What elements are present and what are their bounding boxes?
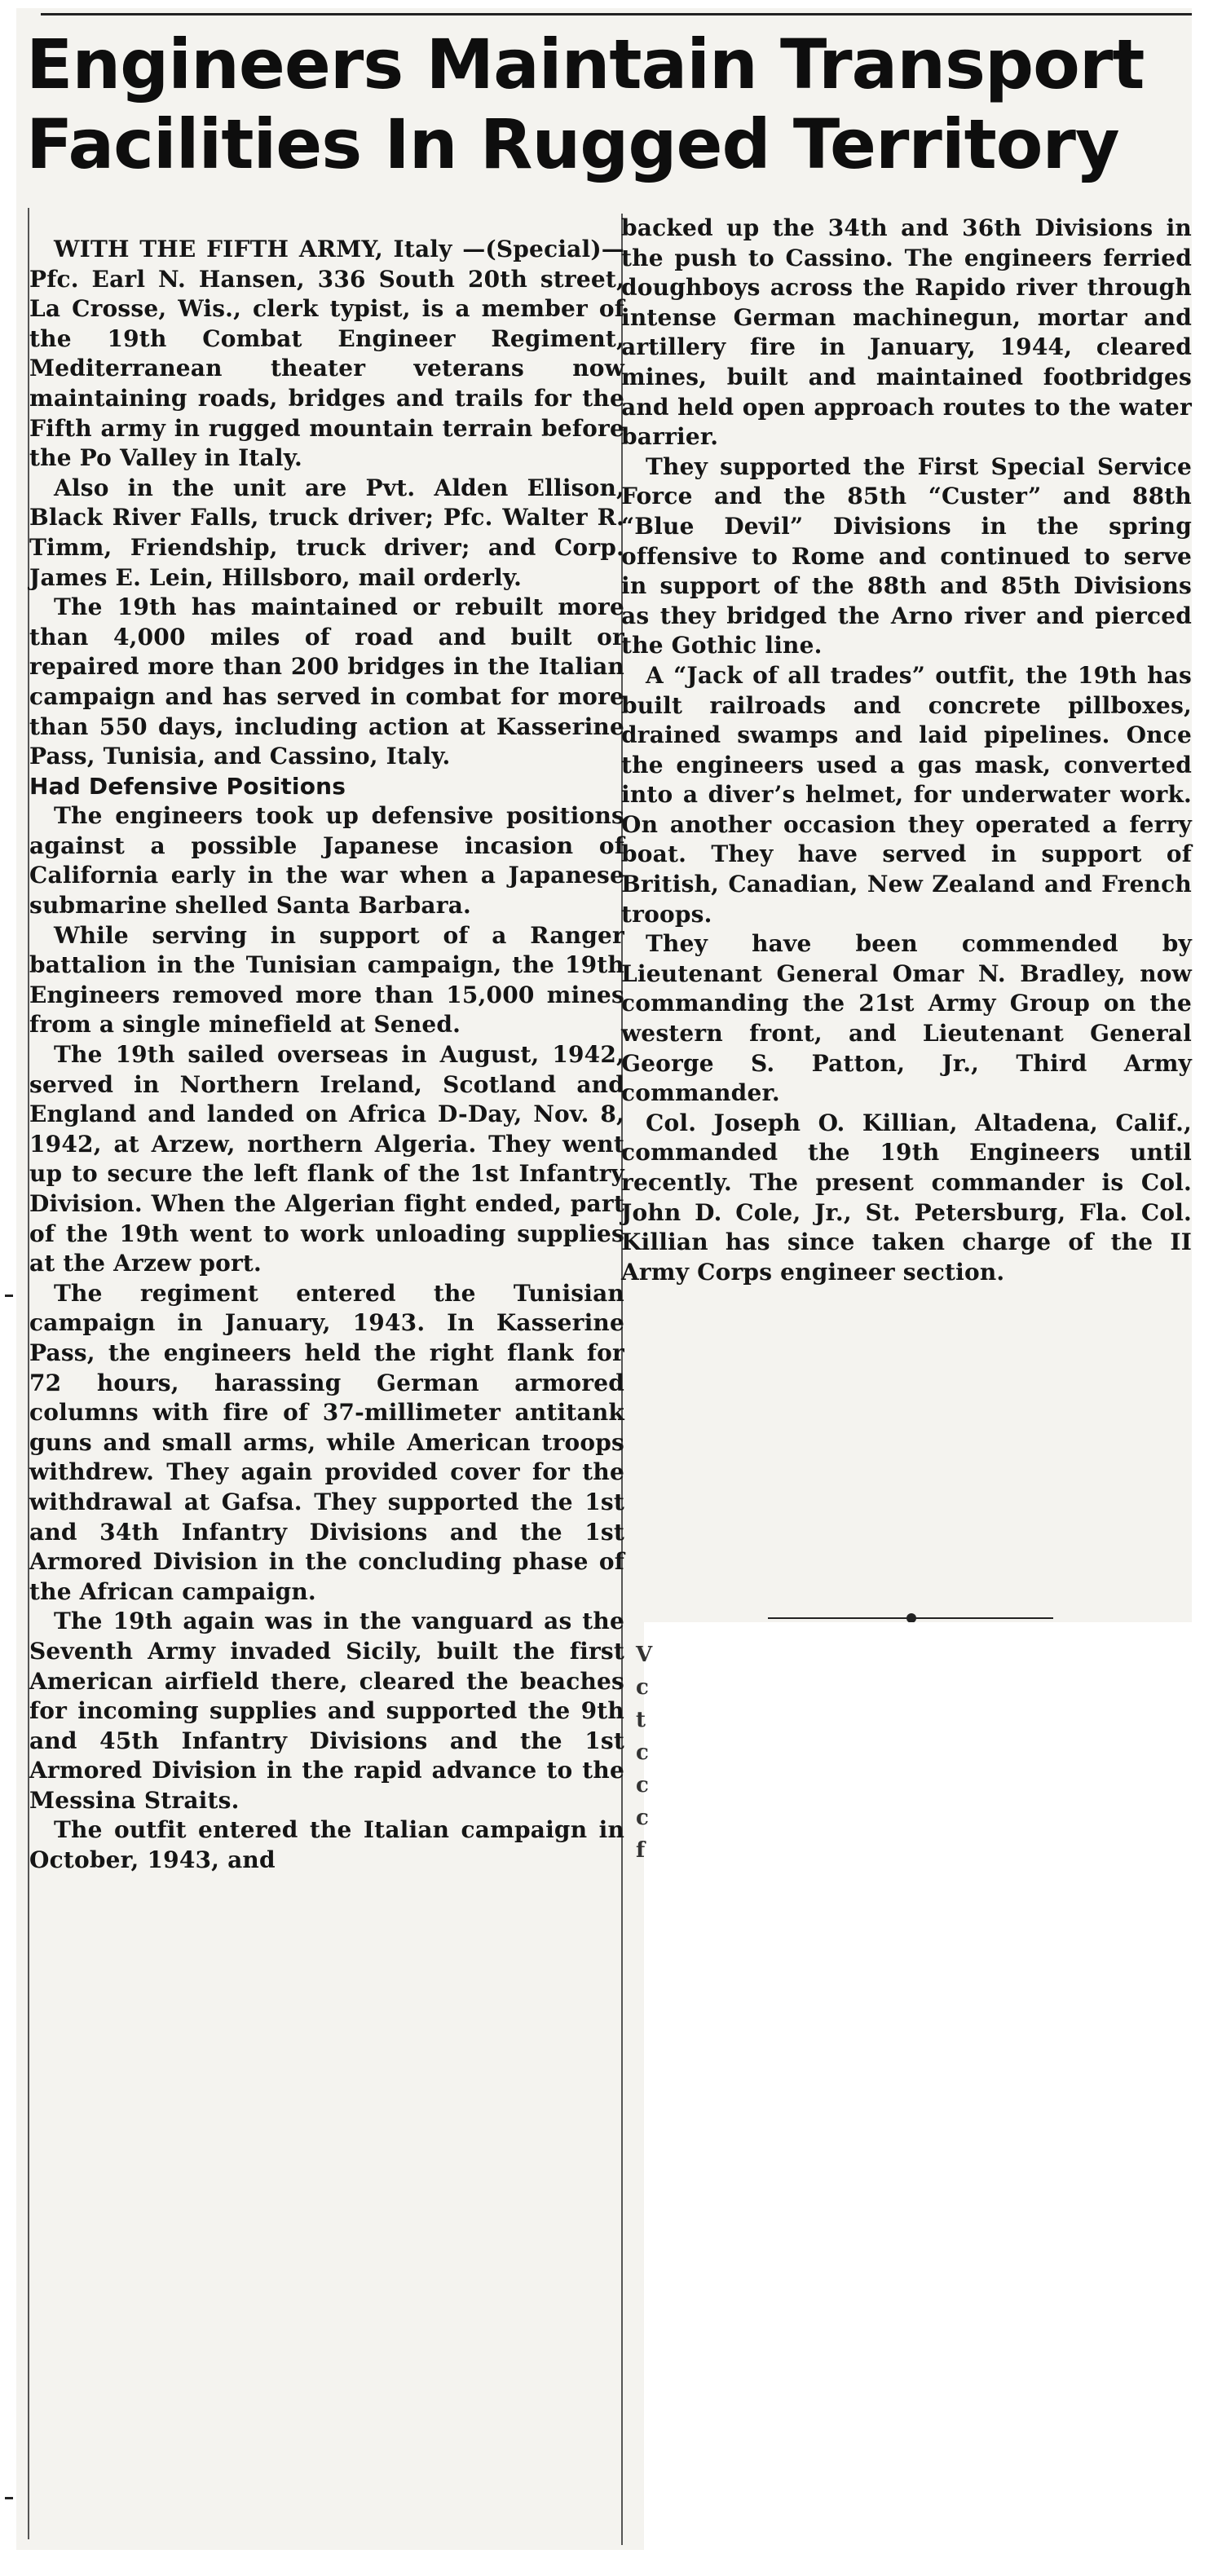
article-paragraph: WITH THE FIFTH ARMY, Italy —(Special)— Pfc. Earl N. Hansen, 336 South 20th street, La Crosse, Wis., clerk typist, is a member of the 19th Combat Engineer Regiment, Mediterranean theater veterans now maintaining roads, bridges and trails for the Fifth army in rugged mountain terrain before the Po Valley in Italy. xyxy=(29,236,624,472)
top-rule xyxy=(41,13,1192,15)
bleed-letter: V xyxy=(636,1643,653,1667)
bleed-letter: c xyxy=(636,1740,649,1765)
article-paragraph: The 19th again was in the vanguard as the Seventh Army invaded Sicily, built the first American airfield there, cleared the beaches for incoming supplies and supported the 9th and 45th Infantry Divisions and the 1st Armored Division in the rapid advance to the Messina Straits. xyxy=(29,1608,624,1814)
article-paragraph: The regiment entered the Tunisian campaign in January, 1943. In Kasserine Pass, the engineers held the right flank for 72 hours, harassing German armored columns with fire of 37-millimeter antitank guns and small arms, while American troops withdrew. They again provided cover for the withdrawal at Gafsa. They supported the 1st and 34th Infantry Divisions and the 1st Armored Division in the concluding phase of the African campaign. xyxy=(29,1279,624,1605)
margin-mark xyxy=(5,2497,13,2499)
left-column xyxy=(29,235,624,1876)
article-paragraph: Col. Joseph O. Killian, Altadena, Calif., commanded the 19th Engineers until recently. The present commander is Col. John D. Cole, Jr., St. Petersburg, Fla. Col. Killian has since taken charge of the II Army Corps engineer section. xyxy=(621,1109,1192,1286)
bleed-letter: c xyxy=(636,1675,649,1700)
article-paragraph: The outfit entered the Italian campaign in October, 1943, and xyxy=(29,1816,624,1874)
right-column xyxy=(621,214,1192,1287)
article-paragraph: Also in the unit are Pvt. Alden Ellison, Black River Falls, truck driver; Pfc. Walter R. Timm, Friendship, truck driver; and Corp. James E. Lein, Hillsboro, mail orderly. xyxy=(29,474,624,591)
headline: Engineers Maintain Transport Facilities In Rugged Territory xyxy=(26,24,1145,184)
clipping-cut-area xyxy=(644,1622,1213,2576)
article-paragraph: While serving in support of a Ranger battalion in the Tunisian campaign, the 19th Engineers removed more than 15,000 mines from a single minefield at Sened. xyxy=(29,921,624,1039)
bleed-letter: c xyxy=(636,1773,649,1797)
article-paragraph: A “Jack of all trades” outfit, the 19th has built railroads and concrete pillboxes, drained swamps and laid pipelines. Once the engineers used a gas mask, converted into a diver’s helmet, for underwater work. On another occasion they operated a ferry boat. They have served in support of British, Canadian, New Zealand and French troops. xyxy=(621,661,1192,928)
bleed-letter: f xyxy=(636,1838,646,1863)
article-paragraph: They supported the First Special Service Force and the 85th “Custer” and 88th “Blue Devil” Divisions in the spring offensive to Rome and continued to serve in support of the 88th and 85th Divisions as they bridged the Arno river and pierced the Gothic line. xyxy=(621,452,1192,659)
bleed-letter: t xyxy=(636,1708,646,1732)
adjacent-column-bleed xyxy=(636,1639,652,1867)
article-paragraph: backed up the 34th and 36th Divisions in the push to Cassino. The engineers ferried doughboys across the Rapido river through intense German machinegun, mortar and artillery fire in January, 1944, cleared mines, built and maintained footbridges and held open approach routes to the water barrier. xyxy=(621,214,1192,451)
article-paragraph: The engineers took up defensive positions against a possible Japanese incasion of California early in the war when a Japanese submarine shelled Santa Barbara. xyxy=(29,802,624,920)
article-paragraph: The 19th has maintained or rebuilt more than 4,000 miles of road and built or repaired more than 200 bridges in the Italian campaign and has served in combat for more than 550 days, including action at Kasserine Pass, Tunisia, and Cassino, Italy. xyxy=(29,593,624,770)
margin-mark xyxy=(5,1295,13,1297)
article-paragraph: They have been commended by Lieutenant General Omar N. Bradley, now commanding the 21st Army Group on the western front, and Lieutenant General George S. Patton, Jr., Third Army commander. xyxy=(621,930,1192,1107)
bleed-letter: c xyxy=(636,1806,649,1830)
section-subhead: Had Defensive Positions xyxy=(29,772,346,800)
article-paragraph: The 19th sailed overseas in August, 1942, served in Northern Ireland, Scotland and England and landed on Africa D-Day, Nov. 8, 1942, at Arzew, northern Algeria. They went up to secure the left flank of the 1st Infantry Division. When the Algerian fight ended, part of the 19th went to work unloading supplies at the Arzew port. xyxy=(29,1041,624,1277)
